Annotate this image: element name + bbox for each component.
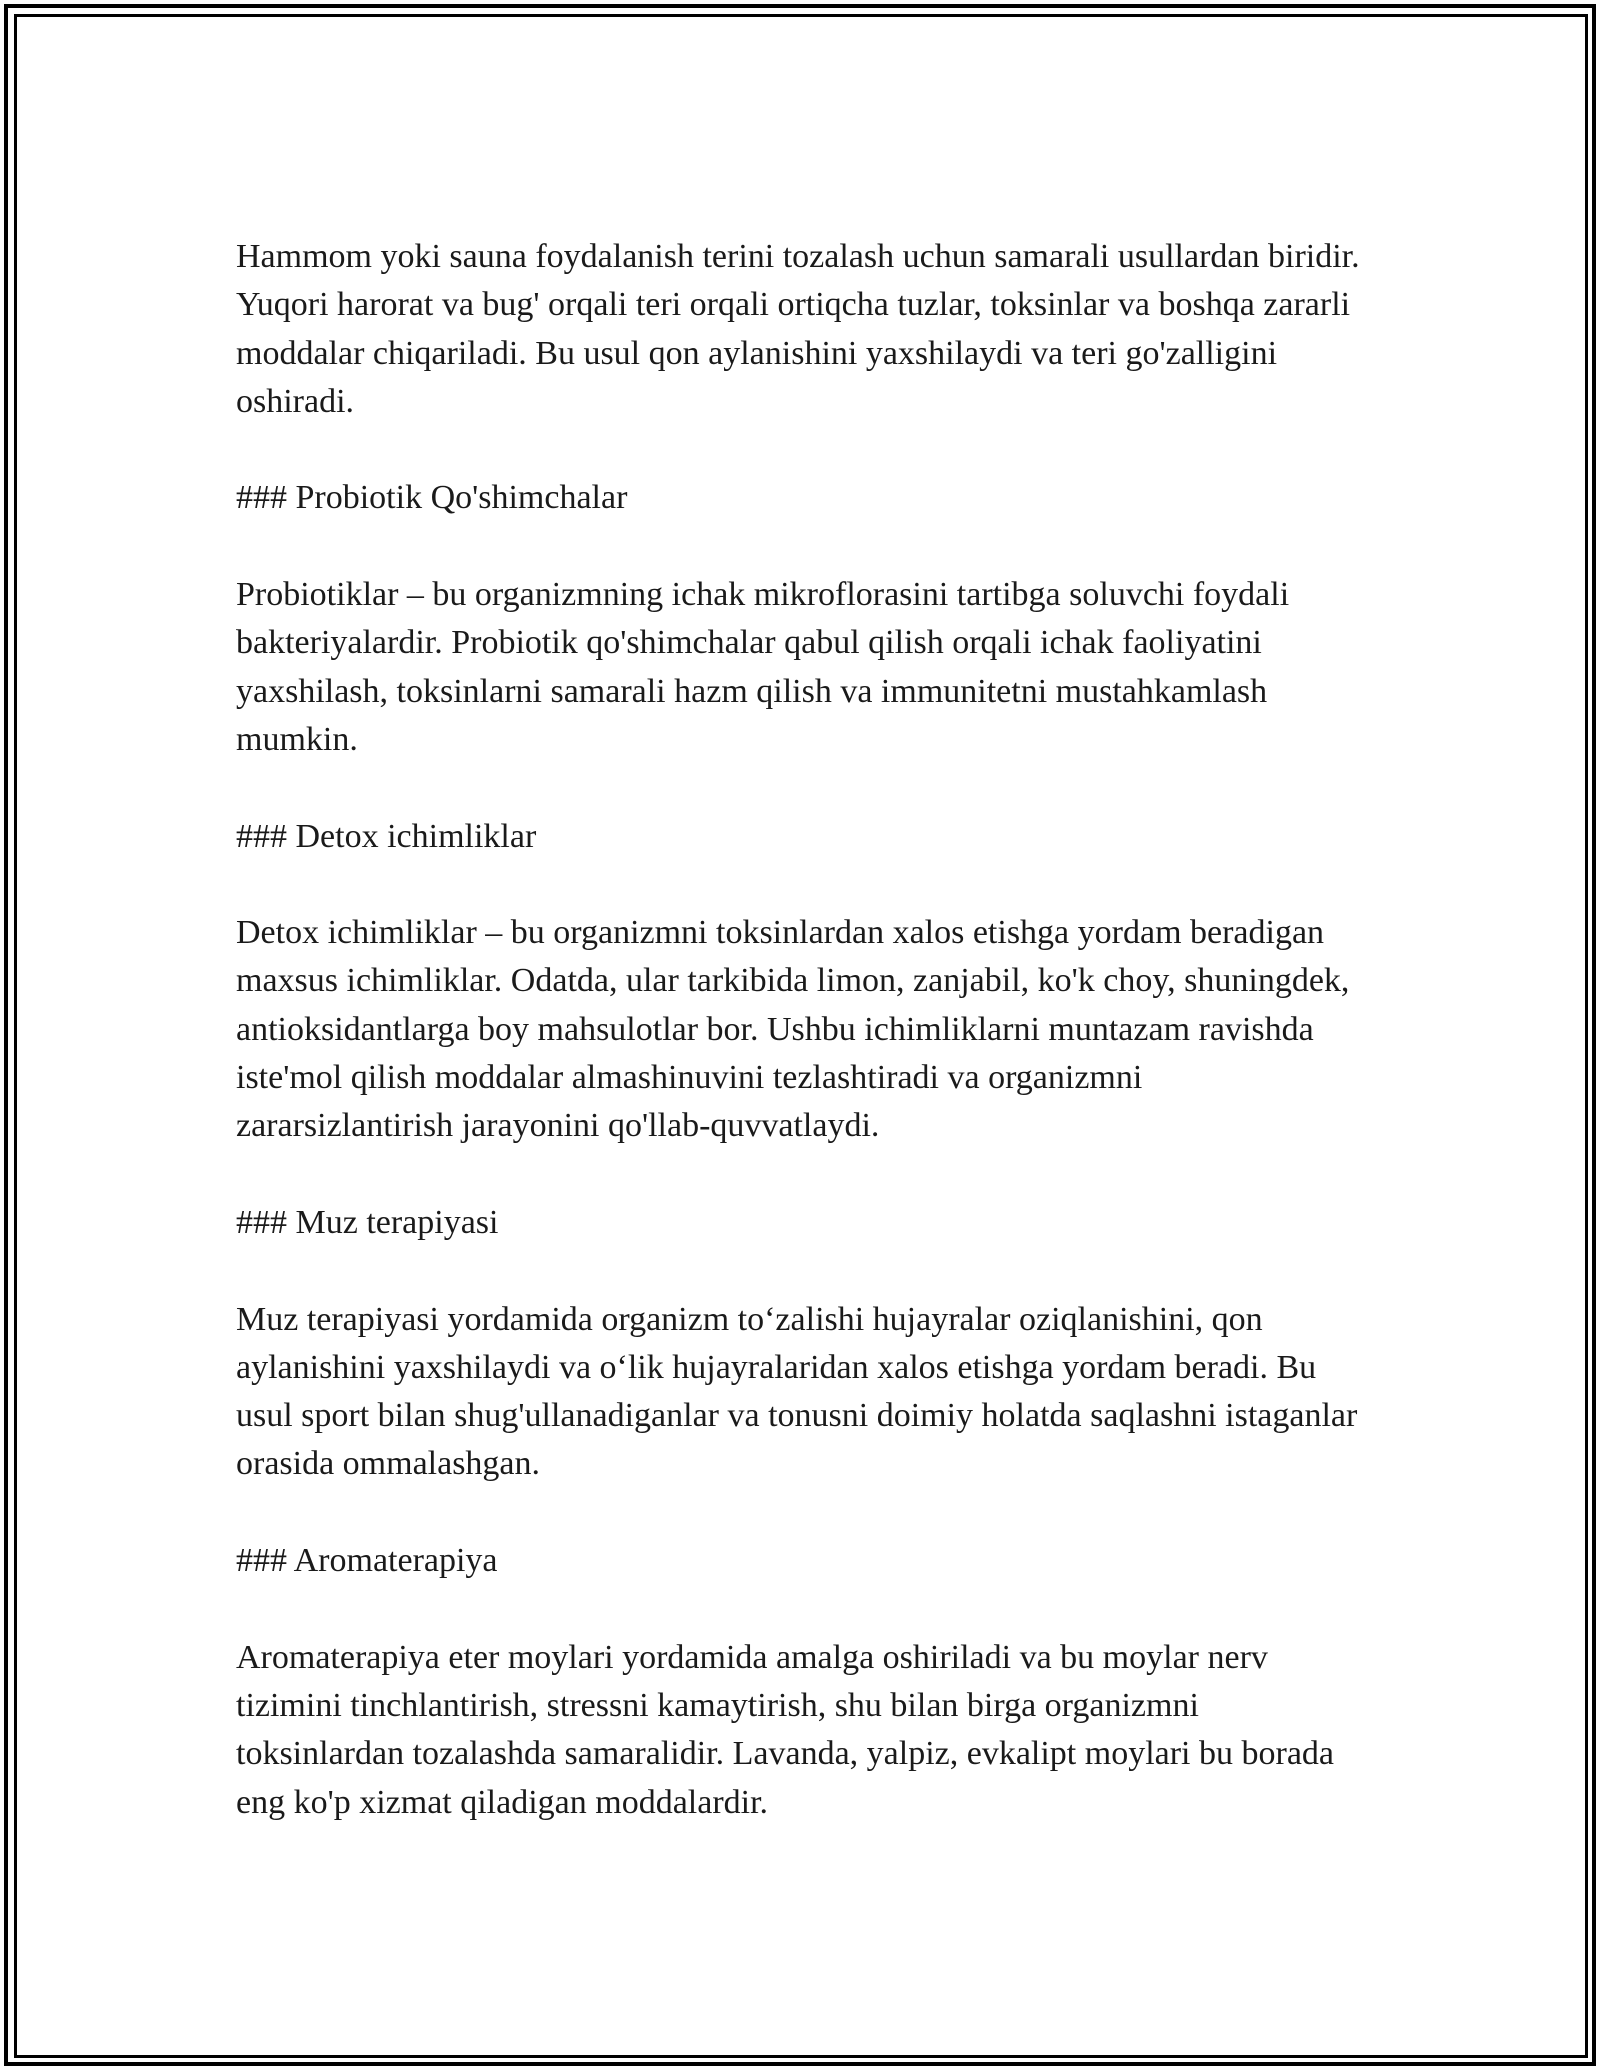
heading-muz-terapiyasi: ### Muz terapiyasi: [236, 1203, 499, 1241]
heading-detox: ### Detox ichimliklar: [236, 817, 537, 855]
paragraph-aromaterapiya: Aromaterapiya eter moylari yordamida amalga oshiriladi va bu moylar nerv tizimini tinchlantirish, stressni kamaytirish, shu bilan birga organizmni toksinlardan tozalashda samaralidir. Lavanda, yalpiz, evkalipt moylari bu borada eng ko'p xizmat qiladigan moddalardir.: [236, 1638, 1335, 1821]
paragraph-sauna: Hammom yoki sauna foydalanish terini tozalash uchun samarali usullardan biridir. Yuqori harorat va bug' orqali teri orqali ortiqcha tuzlar, toksinlar va boshqa zararli moddalar chiqariladi. Bu usul qon aylanishini yaxshilaydi va teri go'zalligini oshiradi.: [236, 238, 1360, 420]
paragraph-muz-terapiyasi: Muz terapiyasi yordamida organizm to‘zalishi hujayralar oziqlanishini, qon aylanishini yaxshilaydi va o‘lik hujayralaridan xalos etishga yordam beradi. Bu usul sport bilan shug'ullanadiganlar va tonusni doimiy holatda saqlashni istaganlar orasida ommalashgan.: [236, 1300, 1358, 1483]
document-body: [236, 233, 1366, 1827]
paragraph-probiotik: Probiotiklar – bu organizmning ichak mikroflorasini tartibga soluvchi foydali bakteriyalardir. Probiotik qo'shimchalar qabul qilish orqali ichak faoliyatini yaxshilash, toksinlarni samarali hazm qilish va immunitetni mustahkamlash mumkin.: [236, 576, 1290, 758]
paragraph-detox: Detox ichimliklar – bu organizmni toksinlardan xalos etishga yordam beradigan maxsus ichimliklar. Odatda, ular tarkibida limon, zanjabil, ko'k choy, shuningdek, antioksidantlarga boy mahsulotlar bor. Ushbu ichimliklarni muntazam ravishda iste'mol qilish moddalar almashinuvini tezlashtiradi va organizmni zararsizlantirish jarayonini qo'llab-quvvatlaydi.: [236, 914, 1350, 1145]
heading-probiotik: ### Probiotik Qo'shimchalar: [236, 479, 628, 517]
heading-aromaterapiya: ### Aromaterapiya: [236, 1542, 498, 1580]
